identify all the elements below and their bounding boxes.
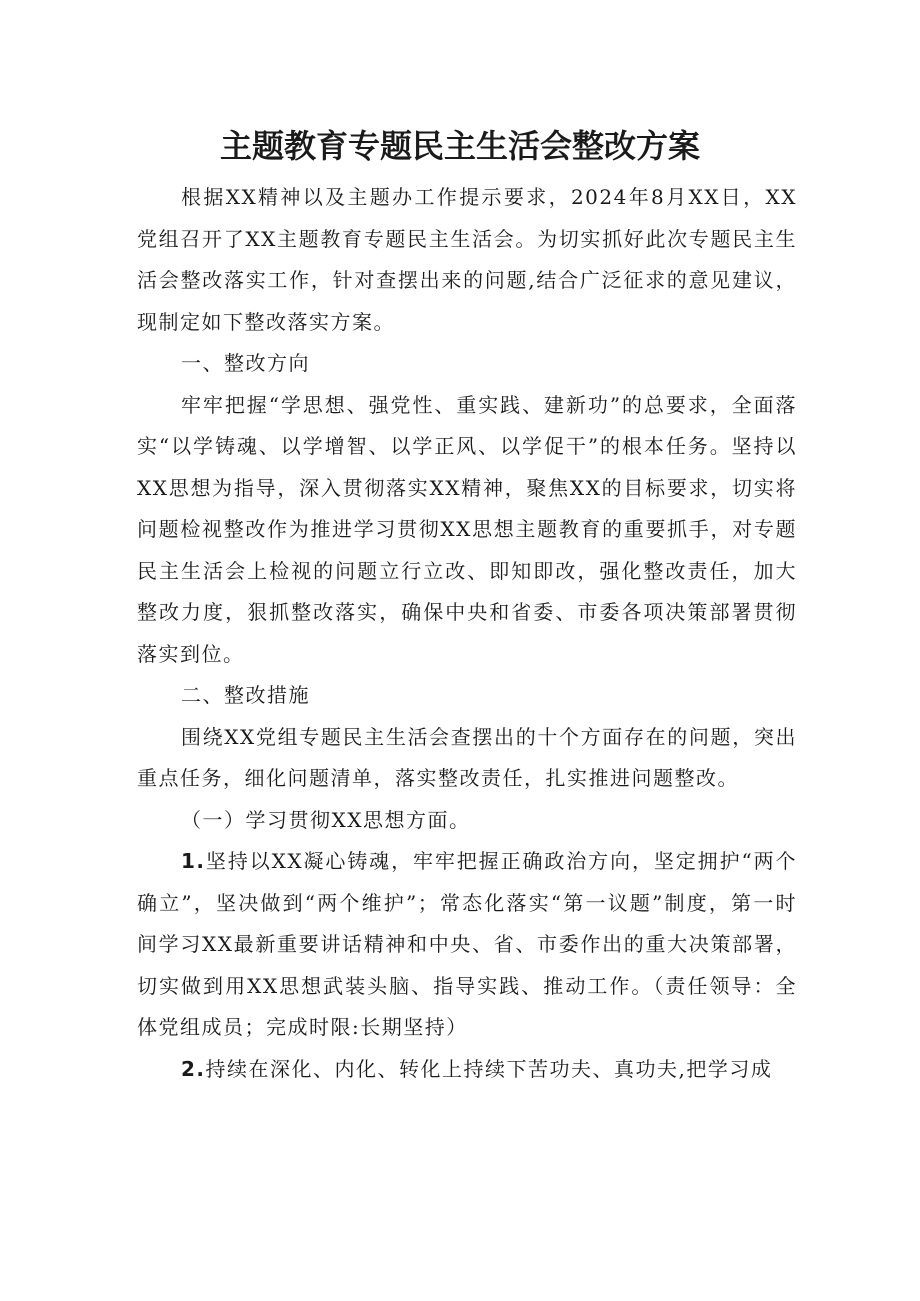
measure-item-2-number: 2. bbox=[181, 1056, 206, 1081]
measure-item-1-number: 1. bbox=[181, 849, 206, 873]
section-heading-measures: 二、整改措施 bbox=[181, 683, 310, 707]
section-direction-paragraph: 牢牢把握“学思想、强党性、重实践、建新功”的总要求，全面落实“以学铸魂、以学增智、以学正风、以学促干”的根本任务。坚持以XX思想为指导，深入贯彻落实XX精神，聚焦XX的目标要求，切实将问题检视整改作为推进学习贯彻XX思想主题教育的重要抓手，对专题民主生活会上检视的问题立行立改、即知即改，强化整改责任，加大整改力度，狠抓整改落实，确保中央和省委、市委各项决策部署贯彻落实到位。 bbox=[137, 392, 797, 666]
subsection-heading-study-text: （一）学习贯彻XX思想方面。 bbox=[181, 807, 471, 832]
section-heading-direction: 一、整改方向 bbox=[181, 351, 310, 375]
document-title: 主题教育专题民主生活会整改方案 bbox=[219, 127, 700, 165]
subsection-heading-study bbox=[137, 800, 797, 842]
section-measures-paragraph: 围绕XX党组专题民主生活会查摆出的十个方面存在的问题，突出重点任务，细化问题清单，落实整改责任，扎实推进问题整改。 bbox=[137, 724, 797, 790]
measure-item-1 bbox=[137, 841, 797, 1049]
measure-item-2 bbox=[137, 1049, 797, 1091]
measure-item-2-text: 持续在深化、内化、转化上持续下苦功夫、真功夫,把学习成 bbox=[205, 1056, 773, 1081]
intro-paragraph: 根据XX精神以及主题办工作提示要求，2024年8月XX日，XX党组召开了XX主题教育专题民主生活会。为切实抓好此次专题民主生活会整改落实工作，针对查摆出来的问题,结合广泛征求的意见建议，现制定如下整改落实方案。 bbox=[137, 185, 797, 334]
measure-item-1-text: 坚持以XX凝心铸魂，牢牢把握正确政治方向，坚定拥护“两个确立”，坚决做到“两个维护”；常态化落实“第一议题”制度，第一时间学习XX最新重要讲话精神和中央、省、市委作出的重大决策部署，切实做到用XX思想武装头脑、指导实践、推动工作。（责任领导：全体党组成员；完成时限:长期坚持） bbox=[137, 849, 797, 1039]
document-body bbox=[137, 177, 797, 1090]
